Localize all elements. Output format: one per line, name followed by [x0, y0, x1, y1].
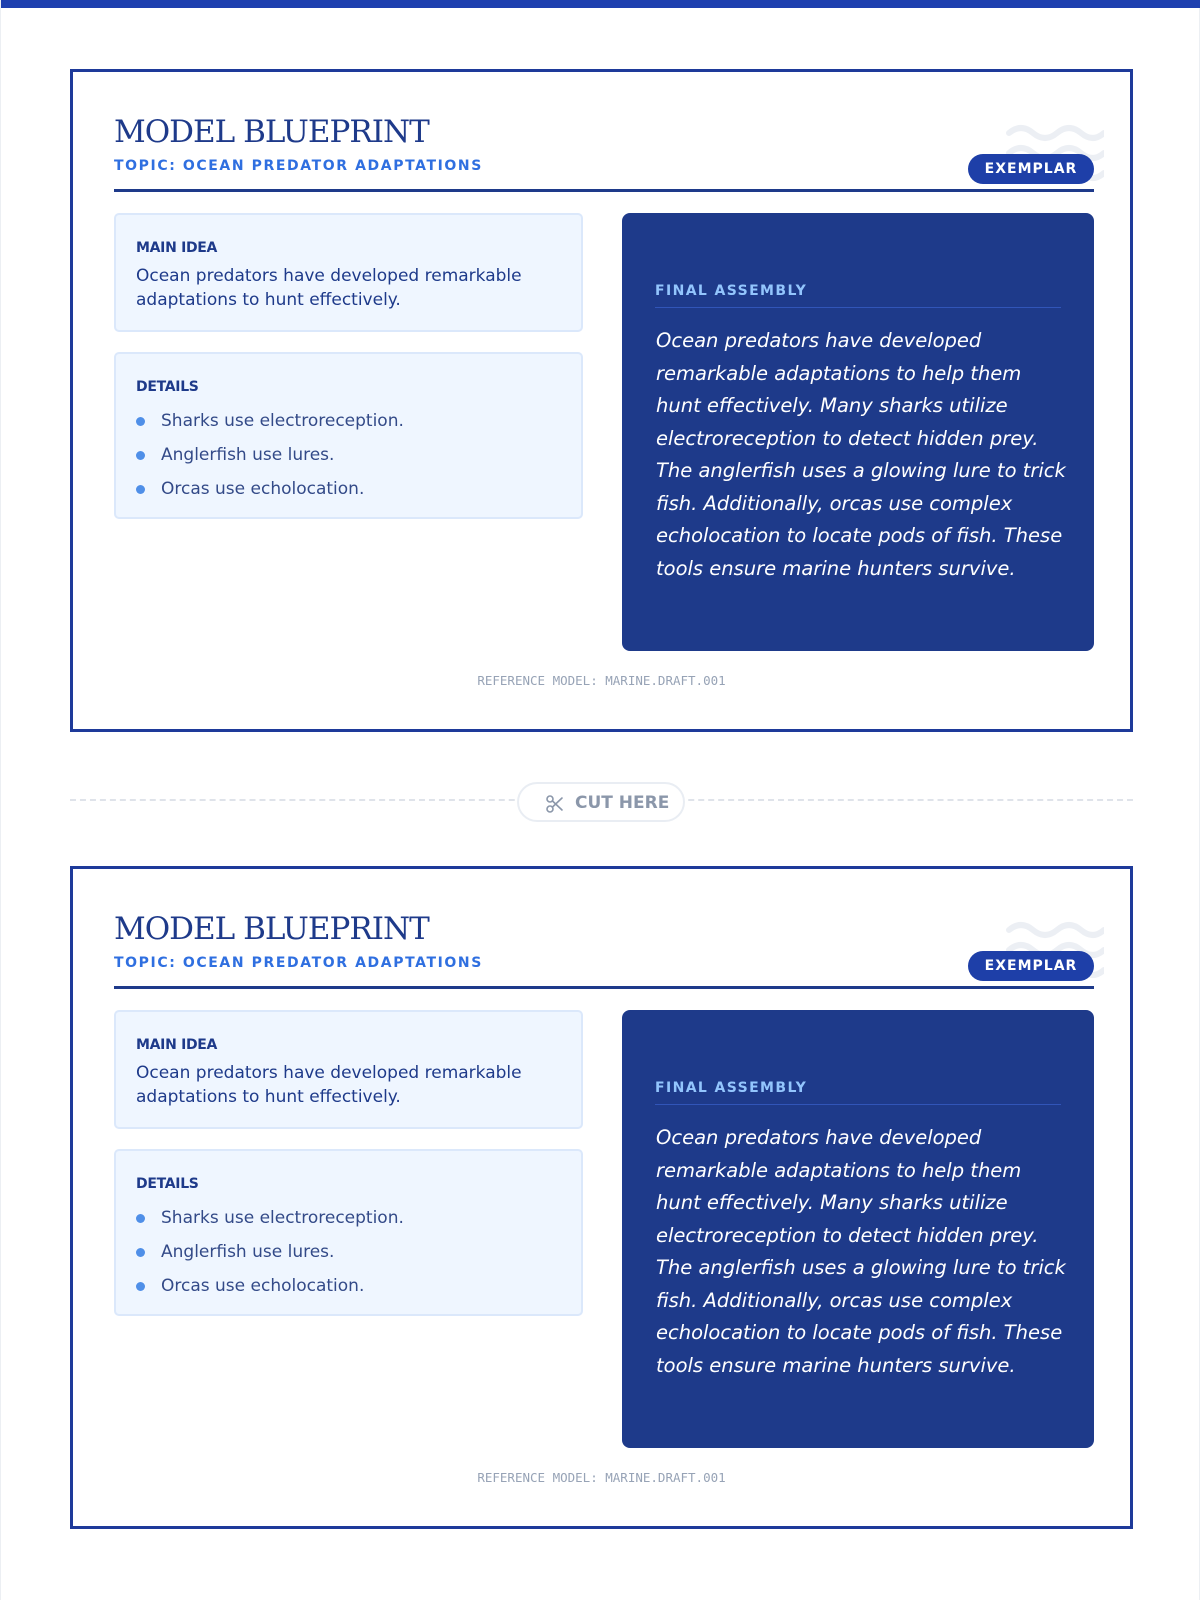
card-topic: TOPIC: OCEAN PREDATOR ADAPTATIONS — [114, 158, 483, 174]
main-idea-box — [114, 1010, 583, 1129]
final-assembly-panel — [622, 213, 1094, 651]
details-label: DETAILS — [136, 1176, 199, 1192]
main-idea-label: MAIN IDEA — [136, 1037, 218, 1053]
bullet-icon — [136, 451, 145, 460]
top-accent-bar — [1, 0, 1200, 8]
reference-model-text: REFERENCE MODEL: MARINE.DRAFT.001 — [477, 1470, 726, 1485]
scissors-icon — [545, 794, 565, 814]
final-assembly-panel — [622, 1010, 1094, 1448]
final-assembly-text: Ocean predators have developed remarkable adaptations to help them hunt effectively. Many sharks utilize electroreception to detect hidden prey. The anglerfish uses a glowing lure to trick fish. Additionally, orcas use complex echolocation to locate pods of fish. These tools ensure marine hunters survive. — [656, 329, 1066, 580]
detail-text: Sharks use electroreception. — [161, 411, 404, 431]
reference-model-text: REFERENCE MODEL: MARINE.DRAFT.001 — [477, 673, 726, 688]
list-item — [136, 443, 404, 477]
card-topic: TOPIC: OCEAN PREDATOR ADAPTATIONS — [114, 955, 483, 971]
card-title: MODEL BLUEPRINT — [114, 114, 429, 150]
details-label: DETAILS — [136, 379, 199, 395]
exemplar-badge: EXEMPLAR — [968, 951, 1094, 981]
main-idea-label: MAIN IDEA — [136, 240, 218, 256]
details-box — [114, 1149, 583, 1316]
main-idea-box — [114, 213, 583, 332]
list-item — [136, 1206, 404, 1240]
blueprint-card-2 — [70, 866, 1133, 1529]
detail-text: Anglerfish use lures. — [161, 1242, 335, 1262]
final-assembly-label: FINAL ASSEMBLY — [655, 1080, 1061, 1105]
list-item — [136, 409, 404, 443]
detail-text: Sharks use electroreception. — [161, 1208, 404, 1228]
list-item — [136, 477, 404, 511]
bullet-icon — [136, 1248, 145, 1257]
blueprint-card-1 — [70, 69, 1133, 732]
main-idea-text: Ocean predators have developed remarkable adaptations to hunt effectively. — [136, 1063, 522, 1107]
details-list — [136, 409, 404, 511]
bullet-icon — [136, 417, 145, 426]
card-header — [114, 907, 1094, 989]
main-idea-text: Ocean predators have developed remarkable adaptations to hunt effectively. — [136, 266, 522, 310]
detail-text: Orcas use echolocation. — [161, 479, 365, 499]
details-list — [136, 1206, 404, 1308]
final-assembly-label: FINAL ASSEMBLY — [655, 283, 1061, 308]
exemplar-badge: EXEMPLAR — [968, 154, 1094, 184]
card-header — [114, 110, 1094, 192]
detail-text: Orcas use echolocation. — [161, 1276, 365, 1296]
final-assembly-text: Ocean predators have developed remarkable adaptations to help them hunt effectively. Many sharks utilize electroreception to detect hidden prey. The anglerfish uses a glowing lure to trick fish. Additionally, orcas use complex echolocation to locate pods of fish. These tools ensure marine hunters survive. — [656, 1126, 1066, 1377]
card-title: MODEL BLUEPRINT — [114, 911, 429, 947]
bullet-icon — [136, 1214, 145, 1223]
detail-text: Anglerfish use lures. — [161, 445, 335, 465]
cut-here-label: CUT HERE — [575, 793, 670, 813]
list-item — [136, 1240, 404, 1274]
details-box — [114, 352, 583, 519]
bullet-icon — [136, 485, 145, 494]
bullet-icon — [136, 1282, 145, 1291]
cut-here-divider — [517, 782, 685, 822]
list-item — [136, 1274, 404, 1308]
